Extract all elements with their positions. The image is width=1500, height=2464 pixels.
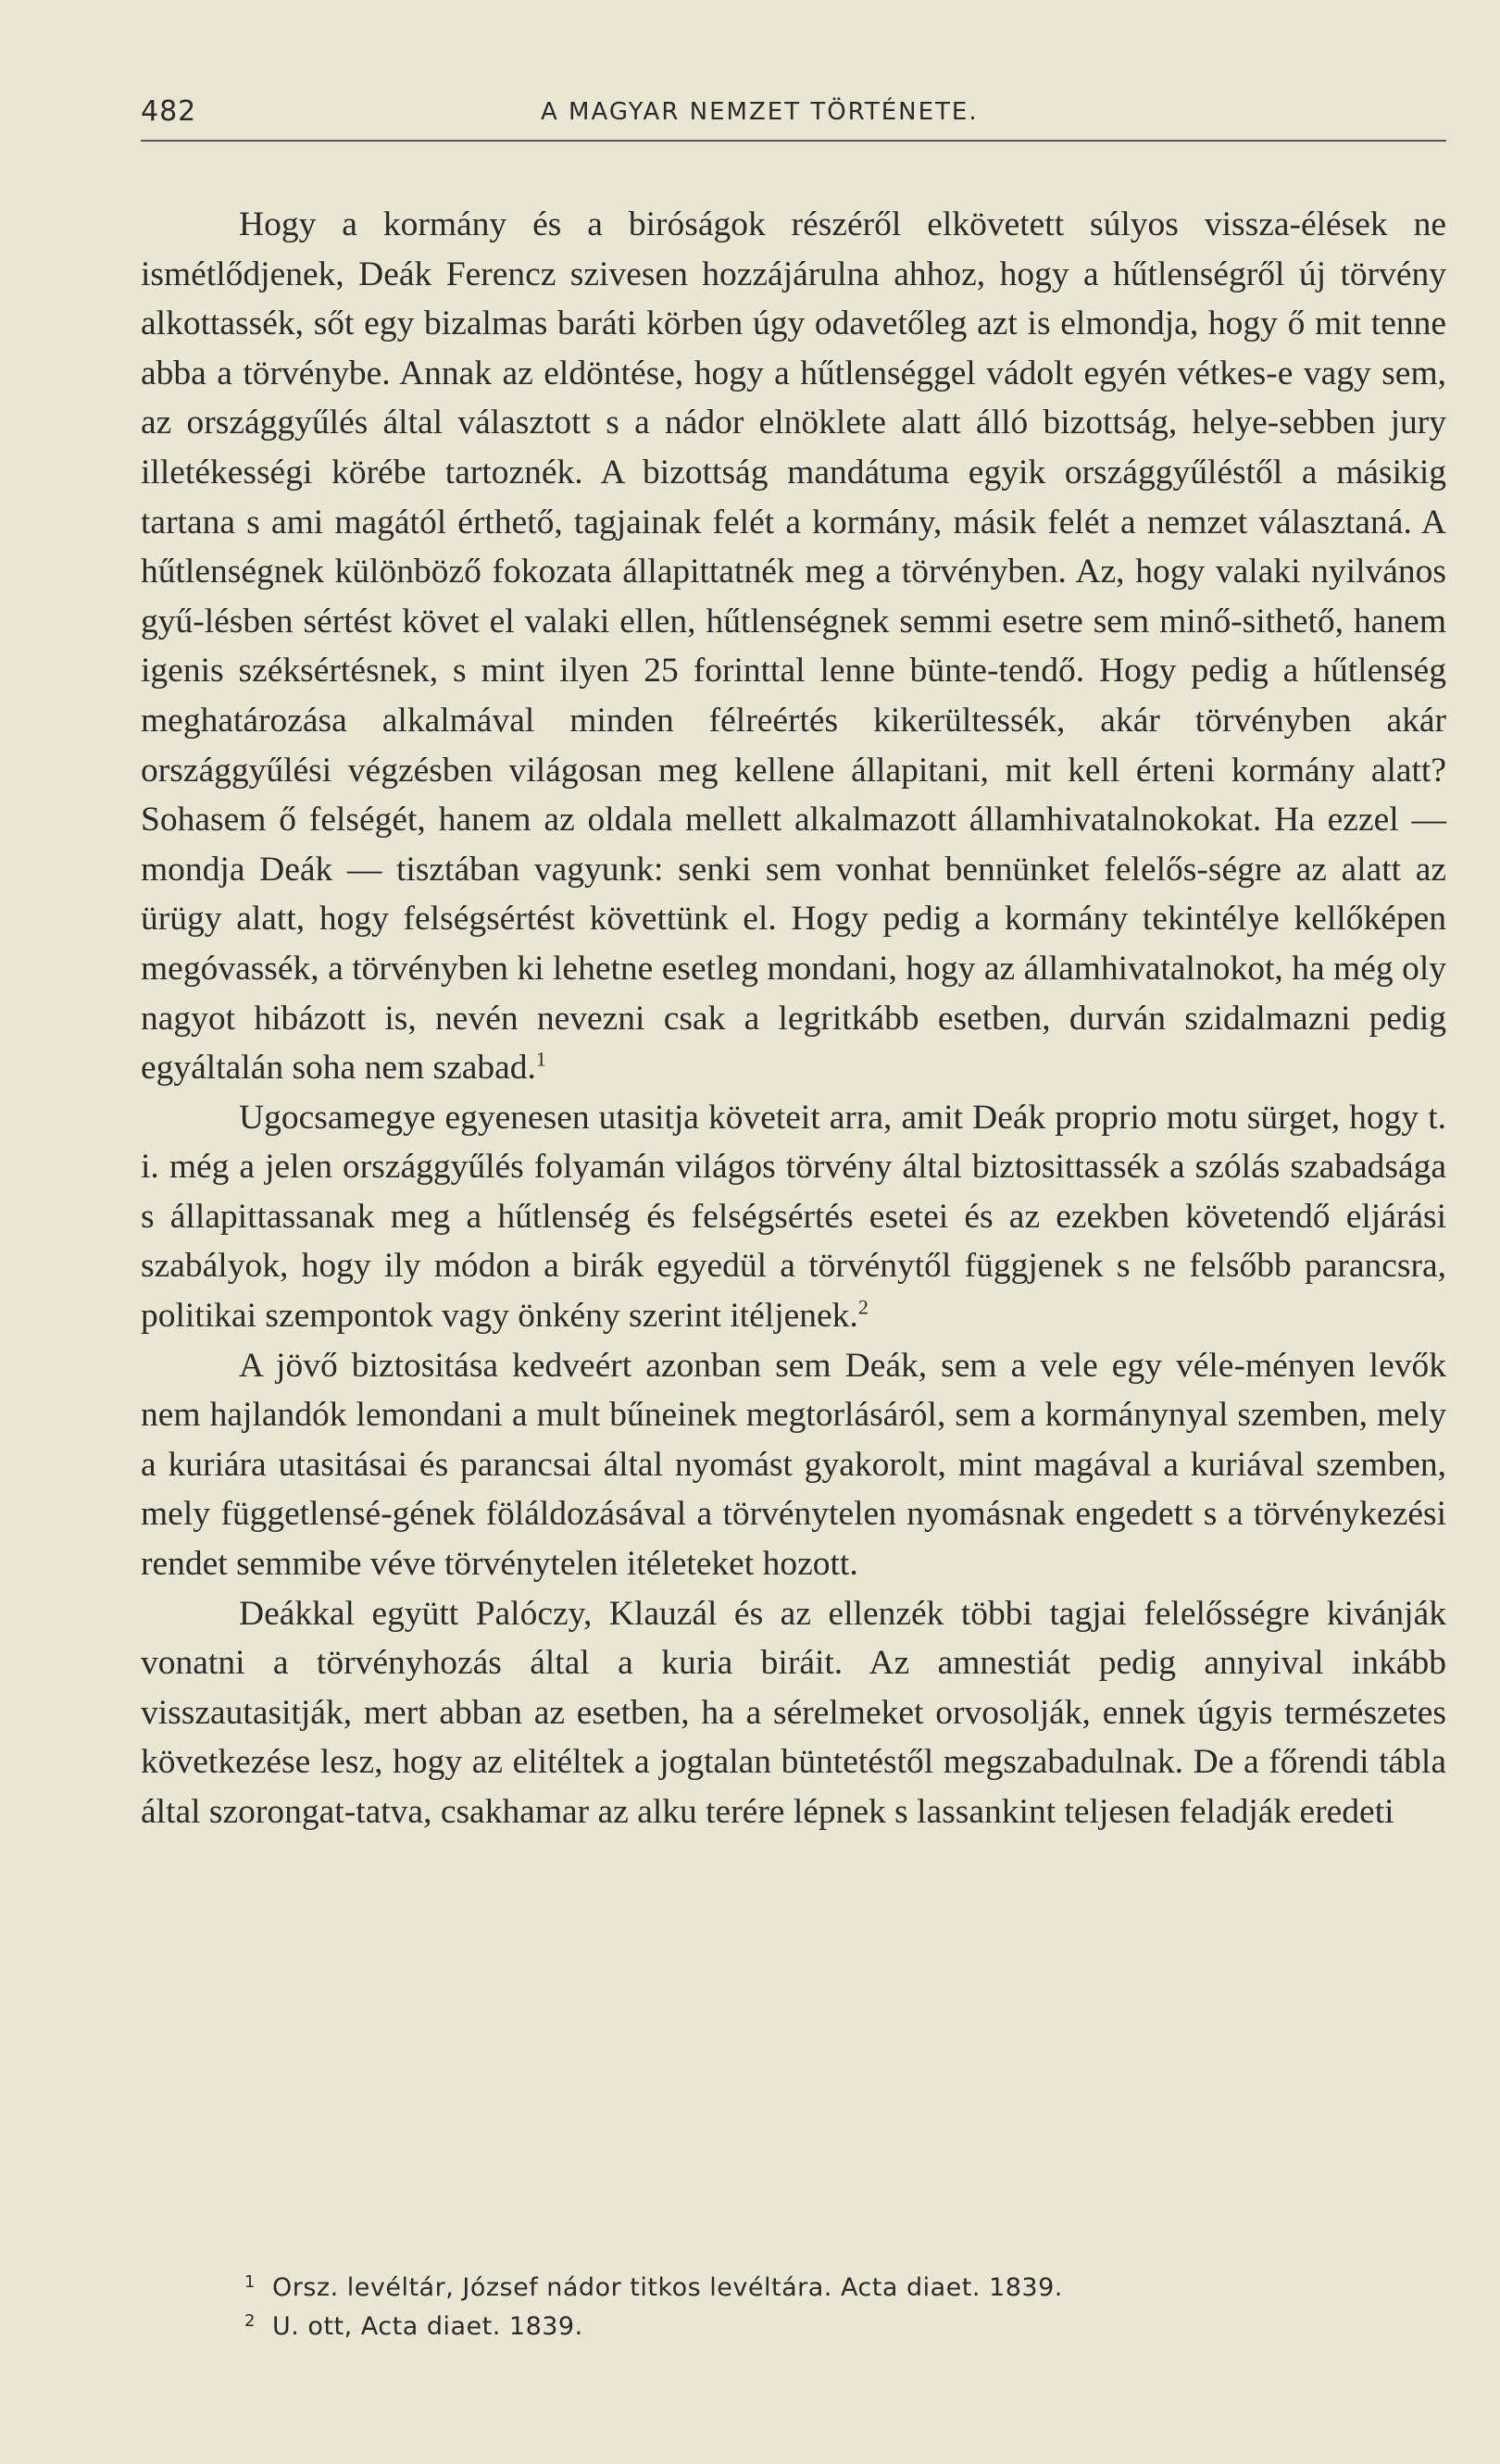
paragraph-text: A jövő biztositása kedveért azonban sem Deák, sem a vele egy véle-ményen levők nem hajlandók lemondani a mult bűneinek megtorlásáról, sem a kormánynyal szemben, mely a kuriára utasitásai és parancsai által nyomást gyakorolt, mint magával a kuriával szemben, mely függetlensé-gének föláldozásával a törvénytelen nyomásnak engedett s a törvénykezési rendet semmibe véve törvénytelen itéleteket hozott. xyxy=(141,1346,1446,1584)
footnote-1 xyxy=(244,2269,1356,2308)
footnote-text: U. ott, Acta diaet. 1839. xyxy=(272,2312,583,2341)
footnote-reference: 1 xyxy=(535,1047,546,1071)
running-title: A MAGYAR NEMZET TÖRTÉNETE. xyxy=(541,98,979,126)
footnote-reference: 2 xyxy=(857,1295,869,1319)
page-number: 482 xyxy=(141,95,197,128)
paragraph-1 xyxy=(141,200,1446,1093)
paragraph-text: Deákkal együtt Palóczy, Klauzál és az ellenzék többi tagjai felelősségre kivánják vonatni a törvényhozás által a kuria biráit. Az amnestiát pedig annyival inkább visszautasitják, mert abban az esetben, ha a sérelmeket orvosolják, ennek úgyis természetes következése lesz, hogy az elitéltek a jogtalan büntetéstől megszabadulnak. De a főrendi tábla által szorongat-tatva, csakhamar az alku terére lépnek s lassankint teljesen feladják eredeti xyxy=(141,1594,1446,1831)
paragraph-3 xyxy=(141,1341,1446,1589)
paragraph-4 xyxy=(141,1589,1446,1837)
paragraph-text: Ugocsamegye egyenesen utasitja követeit arra, amit Deák proprio motu sürget, hogy t. i. még a jelen országgyűlés folyamán világos törvény által biztosittassék a szólás szabadsága s állapittassanak meg a hűtlenség és felségsértés esetei és az ezekben követendő eljárási szabályok, hogy ily módon a birák egyedül a törvénytől függjenek s ne felsőbb parancsra, politikai szempontok vagy önkény szerint itéljenek. xyxy=(141,1098,1446,1336)
body-text xyxy=(141,200,1446,1837)
page-header xyxy=(141,95,1446,136)
header-rule xyxy=(141,140,1446,142)
footnote-2 xyxy=(244,2308,1356,2346)
footnote-mark: 1 xyxy=(244,2272,256,2292)
footnote-mark: 2 xyxy=(244,2311,256,2331)
paragraph-2 xyxy=(141,1093,1446,1341)
footnotes xyxy=(244,2269,1356,2346)
paragraph-text: Hogy a kormány és a biróságok részéről elkövetett súlyos vissza-élések ne ismétlődjenek, Deák Ferencz szivesen hozzájárulna ahhoz, hogy a hűtlenségről új törvény alkottassék, sőt egy bizalmas baráti körben úgy odavetőleg azt is elmondja, hogy ő mit tenne abba a törvénybe. Annak az eldöntése, hogy a hűtlenséggel vádolt egyén vétkes-e vagy sem, az országgyűlés által választott s a nádor elnöklete alatt álló bizottság, helye-sebben jury illetékességi körébe tartoznék. A bizottság mandátuma egyik országgyűléstől a másikig tartana s ami magától érthető, tagjainak felét a kormány, másik felét a nemzet választaná. A hűtlenségnek különböző fokozata állapittatnék meg a törvényben. Az, hogy valaki nyilvános gyű-lésben sértést követ el valaki ellen, hűtlenségnek semmi esetre sem minő-sithető, hanem igenis széksértésnek, s mint ilyen 25 forinttal lenne bünte-tendő. Hogy pedig a hűtlenség meghatározása alkalmával minden félreértés kikerültessék, akár törvényben akár országgyűlési végzésben világosan meg kellene állapitani, mit kell érteni kormány alatt? Sohasem ő felségét, hanem az oldala mellett alkalmazott államhivatalnokokat. Ha ezzel — mondja Deák — tisztában vagyunk: senki sem vonhat bennünket felelős-ségre az alatt az ürügy alatt, hogy felségsértést követtünk el. Hogy pedig a kormány tekintélye kellőképen megóvassék, a törvényben ki lehetne esetleg mondani, hogy az államhivatalnokot, ha még oly nagyot hibázott is, nevén nevezni csak a legritkább esetben, durván szidalmazni pedig egyáltalán soha nem szabad. xyxy=(141,205,1446,1088)
footnote-text: Orsz. levéltár, József nádor titkos levéltára. Acta diaet. 1839. xyxy=(272,2273,1063,2302)
